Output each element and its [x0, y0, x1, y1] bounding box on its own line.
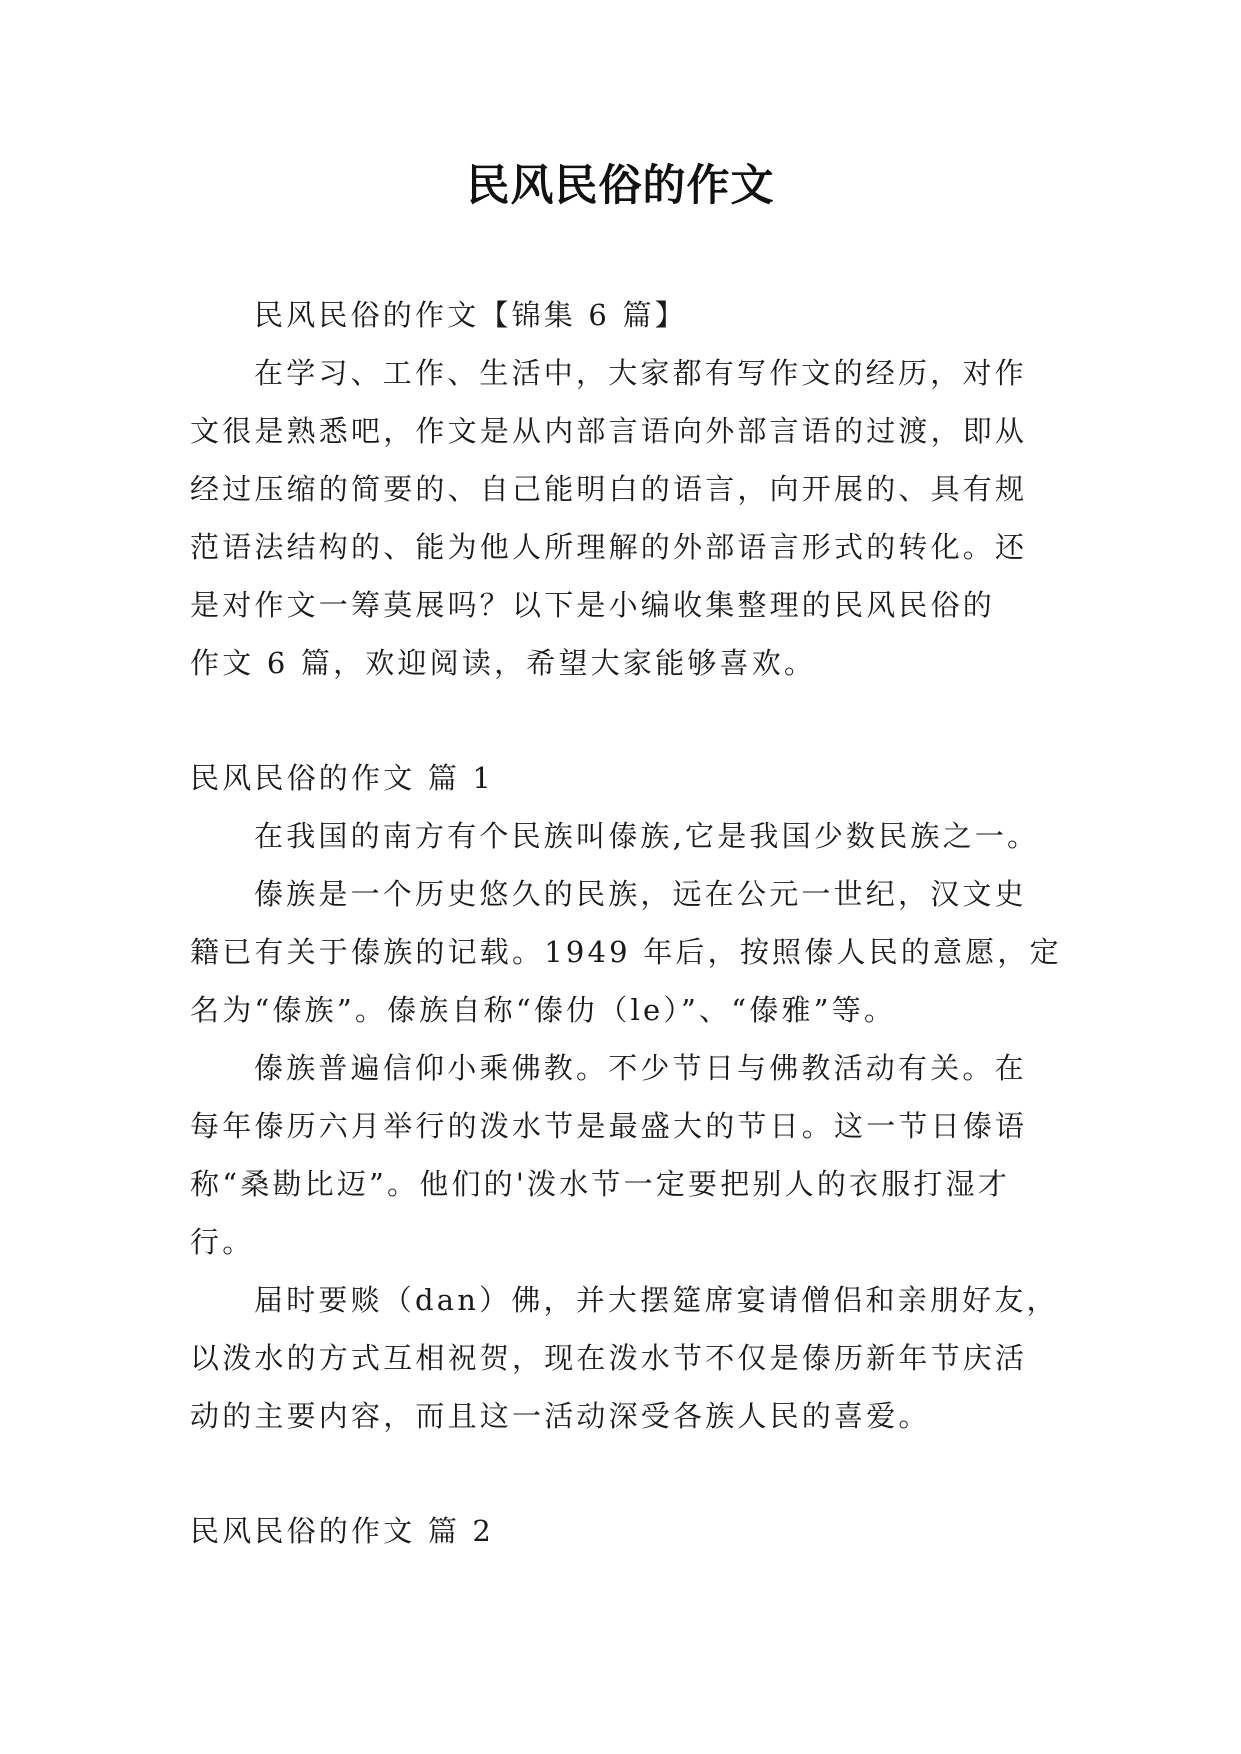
text-line: 在学习、工作、生活中，大家都有写作文的经历，对作: [254, 356, 1027, 390]
text-line: 届时要赕（dan）佛，并大摆筵席宴请僧侣和亲朋好友，: [254, 1283, 1059, 1317]
document-title: 民风民俗的作文: [466, 161, 775, 211]
text-line: 民风民俗的作文 篇 2: [190, 1514, 495, 1548]
text-line: 傣族是一个历史悠久的民族，远在公元一世纪，汉文史: [254, 877, 1027, 911]
text-line: 以泼水的方式互相祝贺，现在泼水节不仅是傣历新年节庆活: [190, 1341, 1028, 1375]
text-line: 是对作文一筹莫展吗？以下是小编收集整理的民风民俗的: [190, 588, 996, 622]
text-line: 傣族普遍信仰小乘佛教。不少节日与佛教活动有关。在: [254, 1051, 1027, 1085]
text-line: 范语法结构的、能为他人所理解的外部语言形式的转化。还: [190, 530, 1028, 564]
text-line: 民风民俗的作文 篇 1: [190, 761, 495, 795]
text-line: 籍已有关于傣族的记载。1949 年后，按照傣人民的意愿，定: [190, 935, 1062, 969]
text-line: 在我国的南方有个民族叫傣族,它是我国少数民族之一。: [254, 819, 1040, 853]
text-line: 民风民俗的作文【锦集 6 篇】: [254, 298, 687, 332]
text-line: 文很是熟悉吧，作文是从内部言语向外部言语的过渡，即从: [190, 414, 1028, 448]
text-line: 行。: [190, 1225, 255, 1259]
text-line: 名为“傣族”。傣族自称“傣仂（le）”、“傣雅”等。: [190, 993, 897, 1027]
text-line: 动的主要内容，而且这一活动深受各族人民的喜爱。: [190, 1399, 931, 1433]
text-line: 每年傣历六月举行的泼水节是最盛大的节日。这一节日傣语: [190, 1109, 1028, 1143]
text-line: 作文 6 篇，欢迎阅读，希望大家能够喜欢。: [190, 646, 817, 680]
text-line: 经过压缩的简要的、自己能明白的语言，向开展的、具有规: [190, 472, 1028, 506]
text-line: 称“桑勘比迈”。他们的'泼水节一定要把别人的衣服打湿才: [190, 1167, 1011, 1201]
